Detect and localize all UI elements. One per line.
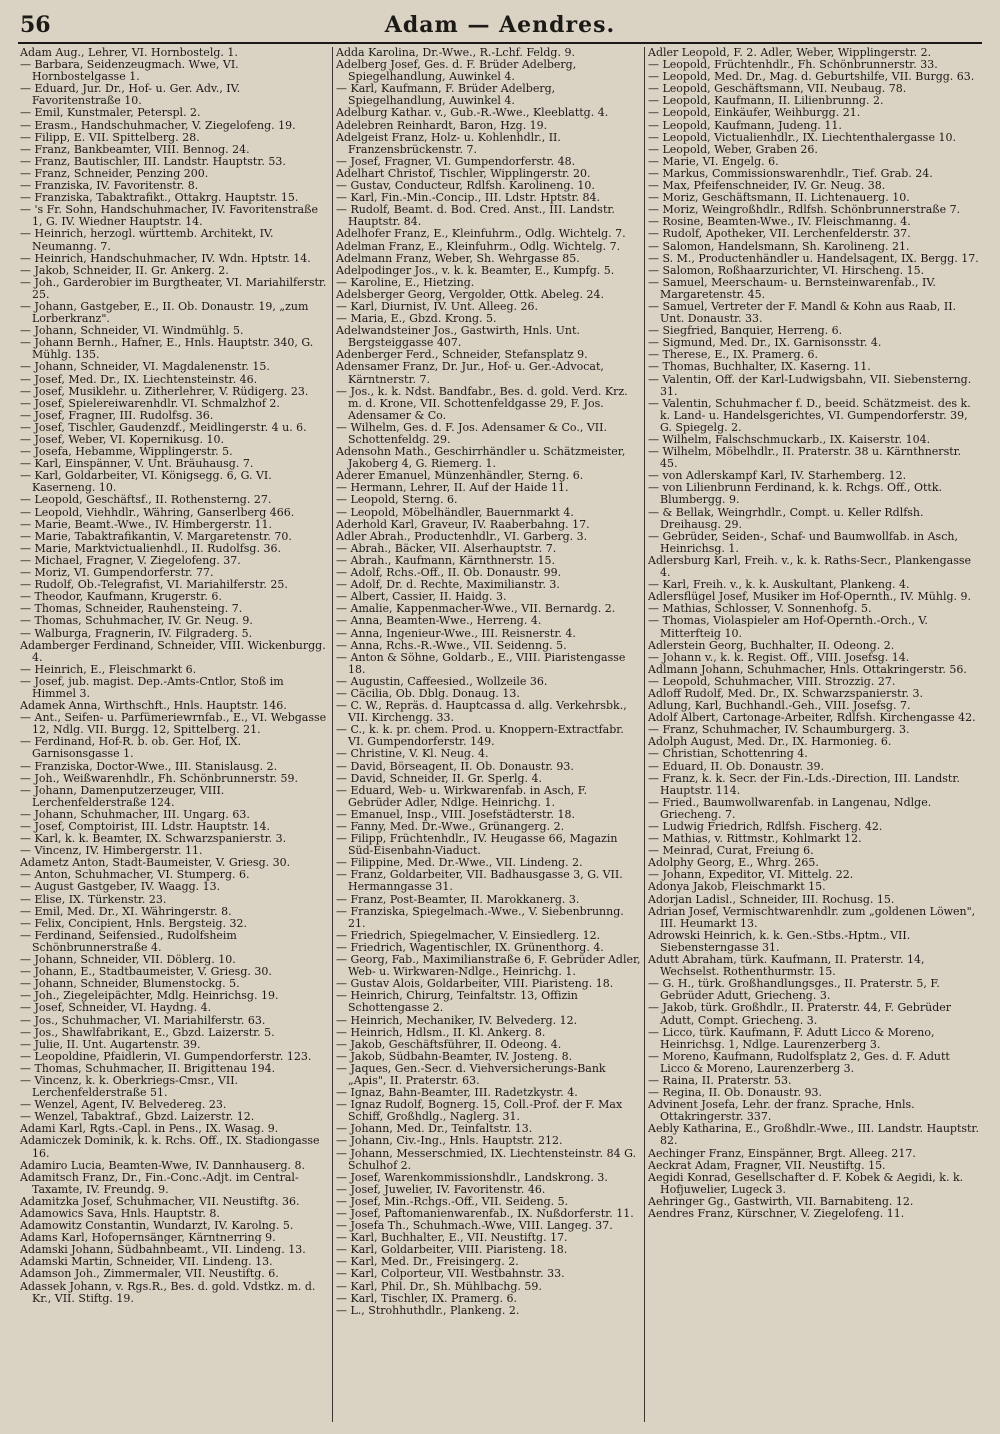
- directory-entry: — Karl, k. k. Beamter, IX. Schwarzspanierstr. 3.: [20, 832, 287, 846]
- directory-entry: — Cäcilia, Ob. Dblg. Donaug. 13.: [336, 686, 520, 700]
- directory-entry: — Leopoldine, Pfaidlerin, VI. Gumpendorferstr. 123.: [20, 1049, 312, 1063]
- directory-entry: Adametz Anton, Stadt-Baumeister, V. Griesg. 30.: [20, 856, 291, 870]
- directory-entry: — Abrah., Bäcker, VII. Alserhauptstr. 7.: [336, 541, 557, 555]
- directory-entry: Aebly Katharina, E., Großhdlr.-Wwe., III. Landstr. Hauptstr. 82.: [648, 1122, 979, 1148]
- directory-entry: — Johann, Gastgeber, E., II. Ob. Donaustr. 19, „zum Lorberkranz".: [20, 299, 309, 326]
- directory-entry: Aendres Franz, Kürschner, V. Ziegelofeng. 11.: [648, 1207, 905, 1220]
- directory-entry: — Franz, Schuhmacher, IV. Schaumburgerg. 3.: [648, 723, 910, 737]
- directory-entry: — Karl, Med. Dr., Freisingerg. 2.: [336, 1255, 519, 1269]
- directory-entry: — Rosine, Beamten-Wwe., IV. Fleischmanng. 4.: [648, 215, 911, 229]
- directory-entry: — Johann, Messerschmied, IX. Liechtensteinstr. 84 G. Schulhof 2.: [336, 1146, 636, 1172]
- directory-entry: — Jos., k. k. Ndst. Bandfabr., Bes. d. gold. Verd. Krz. m. d. Krone, VII. Schottenfeldgasse 29, F. Jos. Adensamer & Co.: [336, 384, 628, 422]
- directory-entry: — Anna, Rchs.-R.-Wwe., VII. Seidenng. 5.: [336, 638, 567, 652]
- directory-entry: — Gustav Alois, Goldarbeiter, VIII. Piaristeng. 18.: [336, 977, 614, 991]
- directory-entry: — Josef, Juwelier, IV. Favoritenstr. 46.: [336, 1182, 546, 1196]
- directory-entry: — Emil, Med. Dr., XI. Währingerstr. 8.: [20, 904, 232, 918]
- directory-entry: — Eduard, II. Ob. Donaustr. 39.: [648, 759, 825, 773]
- directory-entry: — Ignaz Rudolf, Bognerg. 15, Coll.-Prof. der F. Max Schiff, Großhdlg., Naglerg. 31.: [336, 1098, 623, 1124]
- directory-entry: Adamek Anna, Wirthschft., Hnls. Hauptstr. 146.: [20, 699, 287, 713]
- directory-entry: — Vincenz, k. k. Oberkriegs-Cmsr., VII. Lerchenfelderstraße 51.: [20, 1073, 239, 1100]
- directory-entry: — Franz, k. k. Secr. der Fin.-Lds.-Direction, III. Landstr. Hauptstr. 114.: [648, 771, 960, 797]
- directory-entry: — Jakob, Geschäftsführer, II. Odeong. 4.: [336, 1037, 562, 1051]
- directory-entry: — Franz, Schneider, Penzing 200.: [20, 166, 209, 180]
- directory-entry: — Albert, Cassier, II. Haidg. 3.: [336, 590, 507, 604]
- directory-entry: — Josef, Tischler, Gaudenzdf., Meidlingerstr. 4 u. 6.: [20, 420, 307, 434]
- directory-entry: — Barbara, Seidenzeugmach. Wwe, VI. Hornbostelgasse 1.: [20, 58, 239, 84]
- directory-entry: — Johann, Schneider, VI. Windmühlg. 5.: [20, 324, 244, 338]
- directory-entry: — Josef, Fragner, VI. Gumpendorferstr. 48.: [336, 154, 576, 168]
- directory-entry: Adlersburg Karl, Freih. v., k. k. Raths-Secr., Plankengasse 4.: [648, 553, 972, 580]
- directory-entry: — Moriz, VI. Gumpendorferstr. 77.: [20, 566, 214, 580]
- directory-entry: — Gebrüder, Seiden-, Schaf- und Baumwollfab. in Asch, Heinrichsg. 1.: [648, 529, 958, 555]
- directory-entry: — Karl, Freih. v., k. k. Auskultant, Plankeng. 4.: [648, 578, 910, 592]
- directory-entry: — Hermann, Lehrer, II. Auf der Haide 11.: [336, 481, 569, 495]
- directory-entry: — Leopold, Kaufmann, Judeng. 11.: [648, 118, 842, 132]
- directory-entry: — Franz, Goldarbeiter, VII. Badhausgasse 3, G. VII. Hermanngasse 31.: [336, 868, 623, 894]
- directory-entry: — von Adlerskampf Karl, IV. Starhemberg. 12.: [648, 469, 907, 483]
- directory-entry: Adolph August, Med. Dr., IX. Harmonieg. 6.: [648, 735, 892, 749]
- directory-entry: Adda Karolina, Dr.-Wwe., R.-Lchf. Feldg. 9.: [336, 47, 575, 59]
- directory-entry: — Eduard, Jur. Dr., Hof- u. Ger. Adv., IV. Favoritenstraße 10.: [20, 82, 241, 108]
- directory-entry: — Therese, E., IX. Pramerg. 6.: [648, 348, 818, 362]
- directory-entry: — Thomas, Schuhmacher, IV. Gr. Neug. 9.: [20, 614, 253, 628]
- directory-entry: — Karl, Colporteur, VII. Westbahnstr. 33.: [336, 1267, 565, 1281]
- directory-entry: Adonya Jakob, Fleischmarkt 15.: [648, 880, 826, 894]
- directory-entry: — Christine, V. Kl. Neug. 4.: [336, 747, 489, 761]
- directory-entry: — Wenzel, Tabaktraf., Gbzd. Laizerstr. 12.: [20, 1110, 255, 1124]
- directory-entry: — Leopold, Möbelhändler, Bauernmarkt 4.: [336, 505, 574, 519]
- directory-entry: — Heinrich, herzogl. württemb. Architekt, IV. Neumanng. 7.: [20, 227, 274, 253]
- directory-entry: — Marie, Marktvictualienhdl., II. Rudolfsg. 36.: [20, 541, 281, 555]
- directory-entry: — Leopold, Früchtenhdlr., Fh. Schönbrunnerstr. 33.: [648, 58, 938, 72]
- directory-entry: — Joh., Weißwarenhdlr., Fh. Schönbrunnerstr. 59.: [20, 771, 299, 785]
- directory-entry: — Marie, Tabaktrafikantin, V. Margaretenstr. 70.: [20, 529, 292, 543]
- directory-entry: — Samuel, Meerschaum- u. Bernsteinwarenfab., IV. Margaretenstr. 45.: [648, 275, 936, 301]
- directory-entry: — Johann, Med. Dr., Teinfaltstr. 13.: [336, 1122, 533, 1136]
- directory-entry: Adelwandsteiner Jos., Gastwirth, Hnls. Unt. Bergsteiggasse 407.: [336, 324, 580, 350]
- directory-entry: — Jos., Shawlfabrikant, E., Gbzd. Laizerstr. 5.: [20, 1025, 275, 1039]
- directory-entry: Adamiro Lucia, Beamten-Wwe, IV. Dannhauserg. 8.: [20, 1158, 306, 1172]
- directory-entry: — Leopold, Geschäftsmann, VII. Neubaug. 78.: [648, 82, 907, 96]
- directory-entry: Adelgeist Franz, Holz- u. Kohlenhdlr., II. Franzensbrückenstr. 7.: [336, 130, 561, 156]
- directory-entry: — Johann, Expeditor, VI. Mittelg. 22.: [648, 868, 854, 882]
- directory-entry: Adelpodinger Jos., v. k. k. Beamter, E., Kumpfg. 5.: [336, 263, 615, 277]
- directory-entry: — Josef, jub. magist. Dep.-Amts-Cntlor, Stoß im Himmel 3.: [20, 674, 284, 700]
- directory-entry: — Johann, Civ.-Ing., Hnls. Hauptstr. 212.: [336, 1134, 563, 1148]
- directory-entry: — Marie, Beamt.-Wwe., IV. Himbergerstr. 11.: [20, 517, 273, 531]
- directory-entry: — Josef, Schneider, VI. Haydng. 4.: [20, 1001, 212, 1015]
- directory-entry: — Emil, Kunstmaler, Peterspl. 2.: [20, 106, 201, 120]
- directory-entry: — Joh., Ziegeleipächter, Mdlg. Heinrichsg. 19.: [20, 989, 279, 1003]
- directory-entry: Aderhold Karl, Graveur, IV. Raaberbahng. 17.: [336, 517, 590, 531]
- directory-entry: — & Bellak, Weingrhdlr., Compt. u. Keller Rdlfsh. Dreihausg. 29.: [648, 505, 924, 531]
- directory-entry: — Meinrad, Curat, Freiung 6.: [648, 844, 814, 858]
- directory-entry: Adamitzka Josef, Schuhmacher, VII. Neustiftg. 36.: [20, 1194, 300, 1208]
- directory-entry: — Theodor, Kaufmann, Krugerstr. 6.: [20, 590, 222, 604]
- directory-entry: — Thomas, Schneider, Rauhensteing. 7.: [20, 602, 243, 616]
- directory-entry: — Leopold, Schuhmacher, VIII. Strozzig. 27.: [648, 674, 896, 688]
- directory-entry: — Moriz, Geschäftsmann, II. Lichtenauerg. 10.: [648, 191, 910, 205]
- directory-entry: — von Lilienbrunn Ferdinand, k. k. Rchgs. Off., Ottk. Blumbergg. 9.: [648, 481, 943, 507]
- directory-entry: — Moreno, Kaufmann, Rudolfsplatz 2, Ges. d. F. Adutt Licco & Moreno, Laurenzerberg 3.: [648, 1049, 950, 1075]
- directory-entry: — Licco, türk. Kaufmann, F. Adutt Licco & Moreno, Heinrichsg. 1, Ndlge. Laurenzerberg 3.: [648, 1025, 935, 1051]
- directory-entry: — Leopold, Kaufmann, II. Lilienbrunng. 2.: [648, 94, 884, 108]
- directory-entry: — Christian, Schottenring 4.: [648, 747, 808, 761]
- directory-entry: — Leopold, Victualienhdlr., IX. Liechtenthalergasse 10.: [648, 130, 956, 144]
- directory-entry: — C. W., Repräs. d. Hauptcassa d. allg. Verkehrsbk., VII. Kirchengg. 33.: [336, 699, 627, 725]
- directory-entry: — Sigmund, Med. Dr., IX. Garnisonsstr. 4.: [648, 336, 882, 350]
- directory-entry: — Anton, Schuhmacher, VI. Stumperg. 6.: [20, 868, 250, 882]
- directory-entry: — Karl, Phil. Dr., Sh. Mühlbachg. 59.: [336, 1279, 542, 1293]
- directory-entry: — Jaques, Gen.-Secr. d. Viehversicherungs-Bank „Apis", II. Praterstr. 63.: [336, 1061, 606, 1087]
- directory-entry: Adams Karl, Hofopernsänger, Kärntnerring 9.: [20, 1231, 276, 1245]
- directory-entry: Adorjan Ladisl., Schneider, III. Rochusg. 15.: [648, 892, 895, 906]
- directory-entry: — Josef, Min.-Rchgs.-Off., VII. Seideng. 5.: [336, 1194, 569, 1208]
- directory-entry: — Abrah., Kaufmann, Kärnthnerstr. 15.: [336, 553, 556, 567]
- directory-entry: — Josef, Comptoirist, III. Ldstr. Hauptstr. 14.: [20, 820, 271, 833]
- directory-entry: — Ferdinand, Hof-R. b. ob. Ger. Hof, IX. Garnisonsgasse 1.: [20, 735, 242, 761]
- directory-entry: — Johann, Schneider, VII. Döblerg. 10.: [20, 953, 236, 967]
- directory-entry: — Wilhelm, Falschschmuckarb., IX. Kaiserstr. 104.: [648, 433, 931, 446]
- page-number: 56: [20, 12, 51, 38]
- directory-entry: Adlmann Johann, Schuhmacher, Hnls. Ottakringerstr. 56.: [648, 662, 967, 676]
- directory-entry: Adelhofer Franz, E., Kleinfuhrm., Odlg. Wichtelg. 7.: [336, 227, 626, 241]
- directory-entry: — Heinrich, Hdlsm., II. Kl. Ankerg. 8.: [336, 1025, 546, 1039]
- directory-entry: — Wilhelm, Möbelhdlr., II. Praterstr. 38 u. Kärnthnerstr. 45.: [648, 445, 962, 471]
- directory-entry: Adler Leopold, F. 2. Adler, Weber, Wipplingerstr. 2.: [648, 47, 932, 59]
- directory-entry: — Samuel, Vertreter der F. Mandl & Kohn aus Raab, II. Unt. Donaustr. 33.: [648, 299, 957, 326]
- directory-entry: — Johann, E., Stadtbaumeister, V. Griesg. 30.: [20, 965, 272, 979]
- directory-entry: — Leopold, Viehhdlr., Währing, Ganserlberg 466.: [20, 505, 295, 519]
- directory-entry: Aegidi Konrad, Gesellschafter d. F. Kobek & Aegidi, k. k. Hofjuwelier, Lugeck 3.: [648, 1170, 964, 1196]
- directory-entry: — Heinrich, Mechaniker, IV. Belvederg. 12.: [336, 1013, 578, 1027]
- directory-entry: — Friedrich, Wagentischler, IX. Grünenthorg. 4.: [336, 940, 604, 954]
- directory-entry: — Regina, II. Ob. Donaustr. 93.: [648, 1086, 822, 1100]
- directory-entry: — 's Fr. Sohn, Handschuhmacher, IV. Favoritenstraße 1, G. IV. Wiedner Hauptstr. 14.: [20, 203, 318, 229]
- directory-entry: — Jos., Schuhmacher, VI. Mariahilferstr. 63.: [20, 1013, 266, 1027]
- directory-entry: — Wenzel, Agent, IV. Belvedereg. 23.: [20, 1098, 227, 1112]
- directory-entry: Adamberger Ferdinand, Schneider, VIII. Wickenburgg. 4.: [20, 638, 326, 664]
- directory-entry: Aechinger Franz, Einspänner, Brgt. Alleeg. 217.: [648, 1146, 916, 1160]
- directory-entry: — Emanuel, Insp., VIII. Josefstädterstr. 18.: [336, 807, 575, 821]
- directory-entry: — S. M., Productenhändler u. Handelsagent, IX. Bergg. 17.: [648, 251, 979, 265]
- directory-entry: Aderer Emanuel, Münzenhändler, Sterng. 6.: [336, 469, 584, 483]
- directory-entry: — Rudolf, Apotheker, VII. Lerchenfelderstr. 37.: [648, 227, 911, 241]
- header-rule: [18, 42, 982, 44]
- directory-entry: — Franziska, IV. Favoritenstr. 8.: [20, 179, 199, 193]
- directory-entry: Advinent Josefa, Lehr. der franz. Sprache, Hnls. Ottakringerstr. 337.: [648, 1098, 915, 1124]
- directory-entry: — Walburga, Fragnerin, IV. Filgraderg. 5.: [20, 626, 253, 640]
- directory-entry: — Salomon, Handelsmann, Sh. Karolineng. 21.: [648, 239, 910, 253]
- directory-entry: — Eduard, Web- u. Wirkwarenfab. in Asch, F. Gebrüder Adler, Ndlge. Heinrichg. 1.: [336, 783, 588, 809]
- directory-entry: Aehringer Gg., Gastwirth, VII. Barnabiteng. 12.: [648, 1194, 914, 1208]
- directory-entry: — Josef, Warenkommissionshdlr., Landskrong. 3.: [336, 1170, 608, 1184]
- directory-entry: — Karl, Diurnist, IV. Unt. Alleeg. 26.: [336, 299, 539, 313]
- directory-entry: — Valentin, Schuhmacher f. D., beeid. Schätzmeist. des k. k. Land- u. Handelsgerichtes, VI. Gumpendorferstr. 39, G. Spiegelg. 2.: [648, 396, 971, 434]
- column-divider-1: [332, 47, 333, 1422]
- directory-entry: Adrowski Heinrich, k. k. Gen.-Stbs.-Hptm., VII. Siebensterngasse 31.: [648, 928, 911, 954]
- directory-entry: Adelmann Franz, Weber, Sh. Wehrgasse 85.: [336, 251, 580, 265]
- directory-entry: — Filipp, E. VII. Spittelberg. 28.: [20, 130, 200, 144]
- column-1: [20, 47, 330, 1427]
- directory-entry: Adamowitz Constantin, Wundarzt, IV. Karolng. 5.: [20, 1219, 294, 1233]
- directory-entry: Adelburg Kathar. v., Gub.-R.-Wwe., Kleeblattg. 4.: [336, 106, 609, 120]
- directory-entry: — Josef, Weber, VI. Kopernikusg. 10.: [20, 433, 225, 446]
- directory-entry: — Johann v., k. k. Regist. Off., VIII. Josefsg. 14.: [648, 650, 910, 664]
- directory-entry: — Leopold, Geschäftsf., II. Rothensterng. 27.: [20, 493, 272, 507]
- directory-entry: — Filippine, Med. Dr.-Wwe., VII. Lindeng. 2.: [336, 856, 583, 870]
- directory-entry: — Johann, Schuhmacher, III. Ungarg. 63.: [20, 807, 250, 821]
- directory-entry: — Leopold, Einkäufer, Weihburgg. 21.: [648, 106, 861, 120]
- directory-entry: — G. H., türk. Großhandlungsges., II. Praterstr. 5, F. Gebrüder Adutt, Griecheng. 3.: [648, 977, 940, 1003]
- directory-entry: — Michael, Fragner, V. Ziegelofeng. 37.: [20, 553, 241, 567]
- column-3: [648, 47, 980, 1427]
- directory-entry: Adolphy Georg, E., Whrg. 265.: [648, 856, 819, 870]
- directory-entry: — Anna, Ingenieur-Wwe., III. Reisnerstr. 4.: [336, 626, 576, 640]
- directory-entry: Adamiczek Dominik, k. k. Rchs. Off., IX. Stadiongasse 16.: [20, 1134, 320, 1160]
- directory-entry: — Erasm., Handschuhmacher, V. Ziegelofeng. 19.: [20, 118, 296, 132]
- directory-entry: — Josef, Fragner, III. Rudolfsg. 36.: [20, 408, 214, 422]
- directory-entry: — Johann Bernh., Hafner, E., Hnls. Hauptstr. 340, G. Mühlg. 135.: [20, 336, 314, 362]
- directory-entry: — Filipp, Früchtenhdlr., IV. Heugasse 66, Magazin Süd-Eisenbahn-Viaduct.: [336, 832, 618, 858]
- directory-entry: Adamowics Sava, Hnls. Hauptstr. 8.: [20, 1207, 220, 1220]
- column-divider-2: [644, 47, 645, 1422]
- directory-entry: Adamitsch Franz, Dr., Fin.-Conc.-Adjt. im Central-Taxamte, IV. Freundg. 9.: [20, 1170, 299, 1196]
- directory-entry: — Maria, E., Gbzd. Krong. 5.: [336, 312, 497, 326]
- directory-entry: — Anna, Beamten-Wwe., Herreng. 4.: [336, 614, 542, 628]
- directory-entry: — Gustav, Conducteur, Rdlfsh. Karolineng. 10.: [336, 179, 595, 193]
- directory-entry: — L., Strohhuthdlr., Plankeng. 2.: [336, 1303, 520, 1317]
- directory-entry: — Heinrich, Handschuhmacher, IV. Wdn. Hptstr. 14.: [20, 251, 311, 265]
- directory-entry: — Vincenz, IV. Himbergerstr. 11.: [20, 844, 203, 858]
- directory-entry: Adassek Johann, v. Rgs.R., Bes. d. gold. Vdstkz. m. d. Kr., VII. Stiftg. 19.: [20, 1279, 316, 1305]
- directory-entry: — Ferdinand, Seifensied., Rudolfsheim Schönbrunnerstraße 4.: [20, 928, 237, 954]
- directory-entry: — Fanny, Med. Dr.-Wwe., Grünangerg. 2.: [336, 820, 565, 833]
- column-2: [336, 47, 641, 1427]
- directory-entry: — Mathias, Schlosser, V. Sonnenhofg. 5.: [648, 602, 872, 616]
- directory-entry: — Josef, Med. Dr., IX. Liechtensteinstr. 46.: [20, 372, 258, 386]
- directory-entry: Adelebren Reinhardt, Baron, Hzg. 19.: [336, 118, 548, 132]
- directory-entry: — Karl, Goldarbeiter, VIII. Piaristeng. 18.: [336, 1243, 568, 1257]
- running-head: Adam — Aendres.: [384, 12, 616, 38]
- directory-entry: — Johann, Schneider, VI. Magdalenenstr. 15.: [20, 360, 270, 374]
- directory-entry: — Josefa Th., Schuhmach.-Wwe, VIII. Langeg. 37.: [336, 1219, 613, 1233]
- directory-entry: — Franziska, Tabaktrafikt., Ottakrg. Hauptstr. 15.: [20, 191, 299, 205]
- directory-entry: — Franz, Bautischler, III. Landstr. Hauptstr. 53.: [20, 154, 286, 168]
- directory-entry: — Mathias, v. Rittmstr., Kohlmarkt 12.: [648, 832, 862, 846]
- directory-entry: — Leopold, Weber, Graben 26.: [648, 142, 818, 156]
- directory-entry: Adamski Martin, Schneider, VII. Lindeng. 13.: [20, 1255, 273, 1269]
- directory-entry: — Karl, Fin.-Min.-Concip., III. Ldstr. Hptstr. 84.: [336, 191, 601, 205]
- directory-entry: Adelman Franz, E., Kleinfuhrm., Odlg. Wichtelg. 7.: [336, 239, 621, 253]
- directory-entry: Adelsberger Georg, Vergolder, Ottk. Abeleg. 24.: [336, 287, 605, 301]
- directory-entry: — Salomon, Roßhaarzurichter, VI. Hirscheng. 15.: [648, 263, 925, 277]
- directory-entry: — Amalie, Kappenmacher-Wwe., VII. Bernardg. 2.: [336, 602, 616, 616]
- directory-entry: — Anton & Söhne, Goldarb., E., VIII. Piaristengasse 18.: [336, 650, 626, 676]
- directory-entry: — Josef, Musiklehr. u. Zitherlehrer, V. Rüdigerg. 23.: [20, 384, 309, 398]
- directory-entry: — Karl, Einspänner, V. Unt. Bräuhausg. 7.: [20, 457, 254, 471]
- directory-entry: — Jakob, Südbahn-Beamter, IV. Josteng. 8.: [336, 1049, 573, 1063]
- directory-entry: — Jakob, türk. Großhdlr., II. Praterstr. 44, F. Gebrüder Adutt, Compt. Griecheng. 3.: [648, 1001, 951, 1027]
- directory-entry: — Franz, Post-Beamter, II. Marokkanerg. 3.: [336, 892, 580, 906]
- directory-entry: — Josef, Paftomanienwarenfab., IX. Nußdorferstr. 11.: [336, 1207, 634, 1220]
- directory-entry: — Leopold, Sterng. 6.: [336, 493, 458, 507]
- directory-entry: Adami Karl, Rgts.-Capl. in Pens., IX. Wasag. 9.: [20, 1122, 279, 1136]
- directory-entry: — Max, Pfeifenschneider, IV. Gr. Neug. 38.: [648, 179, 886, 193]
- directory-entry: Adlung, Karl, Buchhandl.-Geh., VIII. Josefsg. 7.: [648, 699, 911, 713]
- directory-entry: Adloff Rudolf, Med. Dr., IX. Schwarzspanierstr. 3.: [648, 686, 924, 700]
- directory-entry: — Moriz, Weingroßhdlr., Rdlfsh. Schönbrunnerstraße 7.: [648, 203, 961, 217]
- directory-entry: Adensamer Franz, Dr. Jur., Hof- u. Ger.-Advocat, Kärntnerstr. 7.: [336, 360, 604, 386]
- directory-entry: — Ignaz, Bahn-Beamter, III. Radetzkystr. 4.: [336, 1086, 578, 1100]
- directory-entry: — Friedrich, Spiegelmacher, V. Einsiedlerg. 12.: [336, 928, 601, 942]
- directory-entry: — Karoline, E., Hietzing.: [336, 275, 475, 289]
- directory-entry: Adelhart Christof, Tischler, Wipplingerstr. 20.: [336, 166, 591, 180]
- directory-entry: — Adolf, Dr. d. Rechte, Maximilianstr. 3.: [336, 578, 560, 592]
- directory-entry: Aeckrat Adam, Fragner, VII. Neustiftg. 15.: [648, 1158, 886, 1172]
- directory-entry: — Thomas, Buchhalter, IX. Kaserng. 11.: [648, 360, 871, 374]
- directory-entry: — Karl, Tischler, IX. Pramerg. 6.: [336, 1291, 517, 1305]
- directory-entry: — Thomas, Schuhmacher, II. Brigittenau 194.: [20, 1061, 276, 1075]
- directory-entry: Adutt Abraham, türk. Kaufmann, II. Praterstr. 14, Wechselst. Rothenthurmstr. 15.: [648, 953, 925, 979]
- directory-entry: — Heinrich, Chirurg, Teinfaltstr. 13, Offizin Schottengasse 2.: [336, 989, 578, 1015]
- directory-entry: Adler Abrah., Productenhdlr., VI. Garberg. 3.: [336, 529, 588, 543]
- directory-entry: — Franziska, Spiegelmach.-Wwe., V. Siebenbrunng. 21.: [336, 904, 624, 930]
- directory-entry: — Karl, Goldarbeiter, VI. Königsegg. 6, G. VI. Kaserneng. 10.: [20, 469, 272, 495]
- directory-entry: — Leopold, Med. Dr., Mag. d. Geburtshilfe, VII. Burgg. 63.: [648, 70, 975, 84]
- directory-entry: — Marie, VI. Engelg. 6.: [648, 154, 779, 168]
- directory-entry: Adrian Josef, Vermischtwarenhdlr. zum „goldenen Löwen", III. Heumarkt 13.: [648, 904, 976, 930]
- directory-entry: — Franziska, Doctor-Wwe., III. Stanislausg. 2.: [20, 759, 278, 773]
- directory-entry: — Raina, II. Praterstr. 53.: [648, 1073, 792, 1087]
- directory-entry: Adam Aug., Lehrer, VI. Hornbostelg. 1.: [20, 47, 238, 59]
- directory-entry: — Karl, Buchhalter, E., VII. Neustiftg. 17.: [336, 1231, 568, 1245]
- directory-entry: Adamson Joh., Zimmermaler, VII. Neustiftg. 6.: [20, 1267, 279, 1281]
- directory-entry: — Augustin, Caffeesied., Wollzeile 36.: [336, 674, 548, 688]
- directory-entry: — Josefa, Hebamme, Wipplingerstr. 5.: [20, 445, 233, 459]
- directory-entry: — Elise, IX. Türkenstr. 23.: [20, 892, 167, 906]
- directory-entry: — Ludwig Friedrich, Rdlfsh. Fischerg. 42.: [648, 820, 883, 833]
- directory-entry: — David, Schneider, II. Gr. Sperlg. 4.: [336, 771, 543, 785]
- directory-entry: — Siegfried, Banquier, Herreng. 6.: [648, 324, 843, 338]
- directory-entry: — David, Börseagent, II. Ob. Donaustr. 93.: [336, 759, 574, 773]
- directory-entry: — Valentin, Off. der Karl-Ludwigsbahn, VII. Siebensterng. 31.: [648, 372, 972, 398]
- directory-entry: — Markus, Commissionswarenhdlr., Tief. Grab. 24.: [648, 166, 933, 180]
- directory-entry: — Karl, Kaufmann, F. Brüder Adelberg, Spiegelhandlung, Auwinkel 4.: [336, 82, 556, 108]
- directory-entry: — Jakob, Schneider, II. Gr. Ankerg. 2.: [20, 263, 229, 277]
- directory-entry: — August Gastgeber, IV. Waagg. 13.: [20, 880, 221, 894]
- directory-entry: — Johann, Schneider, Blumenstockg. 5.: [20, 977, 240, 991]
- directory-entry: — Rudolf, Beamt. d. Bod. Cred. Anst., III. Landstr. Hauptstr. 84.: [336, 203, 615, 229]
- directory-entry: Adlerstein Georg, Buchhalter, II. Odeong. 2.: [648, 638, 895, 652]
- directory-entry: Adolf Albert, Cartonage-Arbeiter, Rdlfsh. Kirchengasse 42.: [648, 711, 976, 725]
- directory-entry: — Julie, II. Unt. Augartenstr. 39.: [20, 1037, 201, 1051]
- directory-entry: — Heinrich, E., Fleischmarkt 6.: [20, 662, 197, 676]
- directory-entry: — Wilhelm, Ges. d. F. Jos. Adensamer & Co., VII. Schottenfeldg. 29.: [336, 420, 607, 446]
- page-header: [0, 0, 1000, 40]
- directory-entry: — Ant., Seifen- u. Parfümeriewrnfab., E., VI. Webgasse 12, Ndlg. VII. Burgg. 12, Spittelberg. 21.: [20, 711, 327, 737]
- directory-entry: — Johann, Damenputzerzeuger, VIII. Lerchenfelderstraße 124.: [20, 783, 225, 809]
- directory-entry: — Josef, Spielereiwarenhdlr. VI. Schmalzhof 2.: [20, 396, 280, 410]
- directory-entry: Adenberger Ferd., Schneider, Stefansplatz 9.: [336, 348, 588, 362]
- directory-entry: — Felix, Concipient, Hnls. Bergsteig. 32.: [20, 916, 247, 930]
- directory-entry: — Thomas, Violaspieler am Hof-Opernth.-Orch., V. Mitterfteig 10.: [648, 614, 928, 640]
- directory-entry: — Georg, Fab., Maximilianstraße 6, F. Gebrüder Adler, Web- u. Wirkwaren-Ndlge., Heinrichg. 1.: [336, 953, 641, 979]
- directory-entry: Adelberg Josef, Ges. d. F. Brüder Adelberg, Spiegelhandlung, Auwinkel 4.: [336, 58, 577, 84]
- directory-entry: — Rudolf, Ob.-Telegrafist, VI. Mariahilferstr. 25.: [20, 578, 288, 592]
- directory-entry: — Adolf, Rchs.-Off., II. Ob. Donaustr. 99.: [336, 566, 562, 580]
- directory-entry: Adensohn Math., Geschirrhändler u. Schätzmeister, Jakoberg 4, G. Riemerg. 1.: [336, 445, 626, 471]
- directory-entry: — C., k. k. pr. chem. Prod. u. Knoppern-Extractfabr. VI. Gumpendorferstr. 149.: [336, 723, 624, 749]
- directory-entry: Adamski Johann, Südbahnbeamt., VII. Lindeng. 13.: [20, 1243, 306, 1257]
- directory-entry: Adlersflügel Josef, Musiker im Hof-Opernth., IV. Mühlg. 9.: [648, 590, 972, 604]
- directory-entry: — Franz, Bankbeamter, VIII. Bennog. 24.: [20, 142, 250, 156]
- directory-entry: — Fried., Baumwollwarenfab. in Langenau, Ndlge. Griecheng. 7.: [648, 795, 932, 821]
- directory-entry: — Joh., Garderobier im Burgtheater, VI. Mariahilferstr. 25.: [20, 275, 327, 301]
